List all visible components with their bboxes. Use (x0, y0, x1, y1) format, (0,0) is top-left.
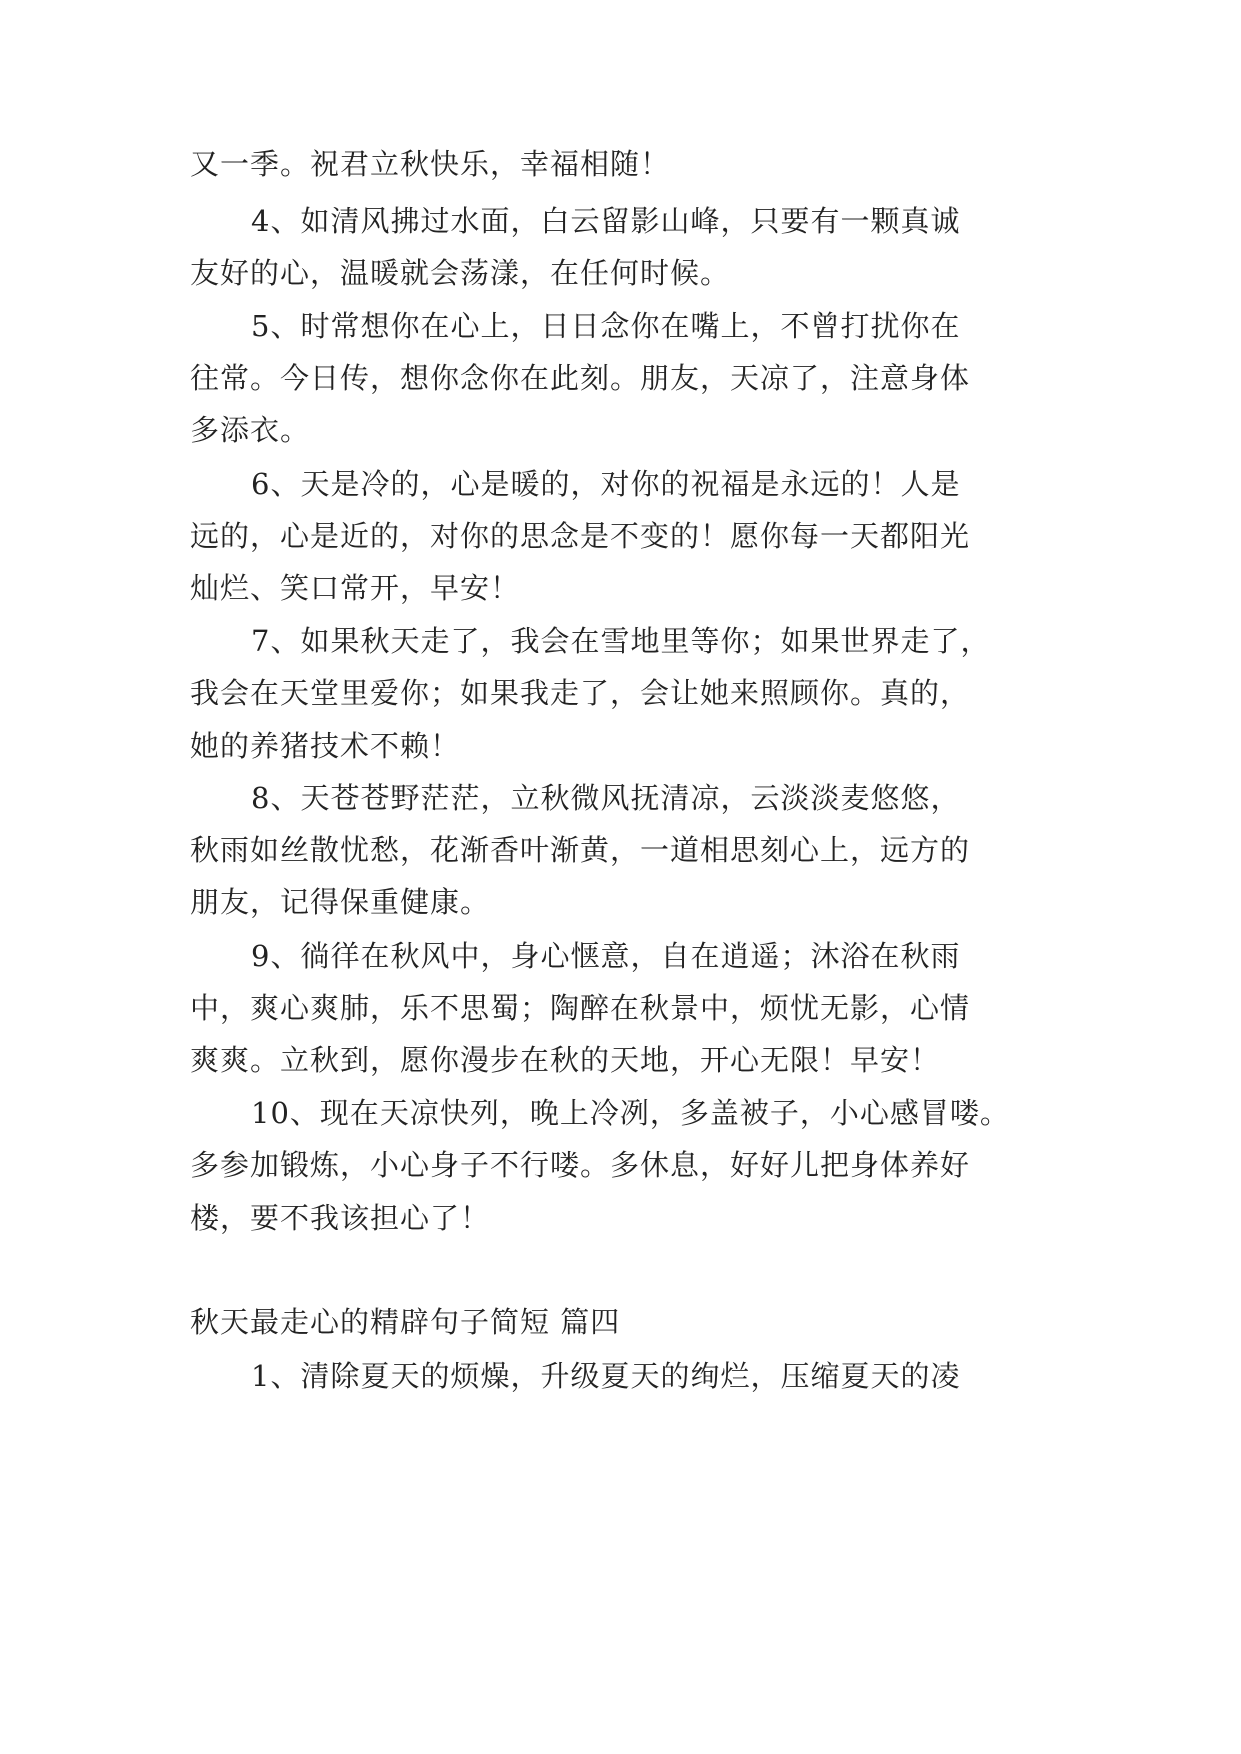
list-item-4-line-2: 友好的心，温暖就会荡漾，在任何时候。 (190, 256, 731, 290)
list-item-5-line-2: 往常。今日传，想你念你在此刻。朋友，天凉了，注意身体 (190, 361, 971, 395)
list-item-7-line-1: 7、如果秋天走了，我会在雪地里等你；如果世界走了， (251, 624, 991, 658)
list-item-8-line-3: 朋友，记得保重健康。 (190, 885, 491, 919)
list-item-8-line-2: 秋雨如丝散忧愁，花渐香叶渐黄，一道相思刻心上，远方的 (190, 833, 971, 867)
list-item-9-line-2: 中，爽心爽肺，乐不思蜀；陶醉在秋景中，烦忧无影，心情 (190, 991, 971, 1025)
list-item-7-line-2: 我会在天堂里爱你；如果我走了，会让她来照顾你。真的， (190, 676, 971, 710)
list-item-10-line-2: 多参加锻炼，小心身子不行喽。多休息，好好儿把身体养好 (190, 1148, 971, 1182)
list-item-6-line-3: 灿烂、笑口常开，早安！ (190, 571, 521, 605)
list-item-5-line-1: 5、时常想你在心上，日日念你在嘴上，不曾打扰你在 (251, 309, 961, 343)
list-item-4-line-1: 4、如清风拂过水面，白云留影山峰，只要有一颗真诚 (251, 204, 961, 238)
list-item-10-line-1: 10、现在天凉快列，晚上冷冽，多盖被子，小心感冒喽。 (251, 1096, 1010, 1130)
section-heading: 秋天最走心的精辟句子简短 篇四 (190, 1305, 621, 1339)
list-item-6-line-2: 远的，心是近的，对你的思念是不变的！愿你每一天都阳光 (190, 519, 971, 553)
list-item-9-line-3: 爽爽。立秋到，愿你漫步在秋的天地，开心无限！早安！ (190, 1043, 941, 1077)
list-item-7-line-3: 她的养猪技术不赖！ (190, 729, 461, 763)
list-item-9-line-1: 9、徜徉在秋风中，身心惬意，自在逍遥；沐浴在秋雨 (251, 939, 961, 973)
list-item-6-line-1: 6、天是冷的，心是暖的，对你的祝福是永远的！人是 (251, 467, 961, 501)
list-item-1-line-1: 1、清除夏天的烦燥，升级夏天的绚烂，压缩夏天的凌 (251, 1359, 961, 1393)
list-item-8-line-1: 8、天苍苍野茫茫，立秋微风抚清凉，云淡淡麦悠悠， (251, 781, 961, 815)
text-line-1: 又一季。祝君立秋快乐，幸福相随！ (190, 147, 671, 181)
list-item-5-line-3: 多添衣。 (190, 413, 311, 447)
list-item-10-line-3: 楼，要不我该担心了！ (190, 1201, 491, 1235)
